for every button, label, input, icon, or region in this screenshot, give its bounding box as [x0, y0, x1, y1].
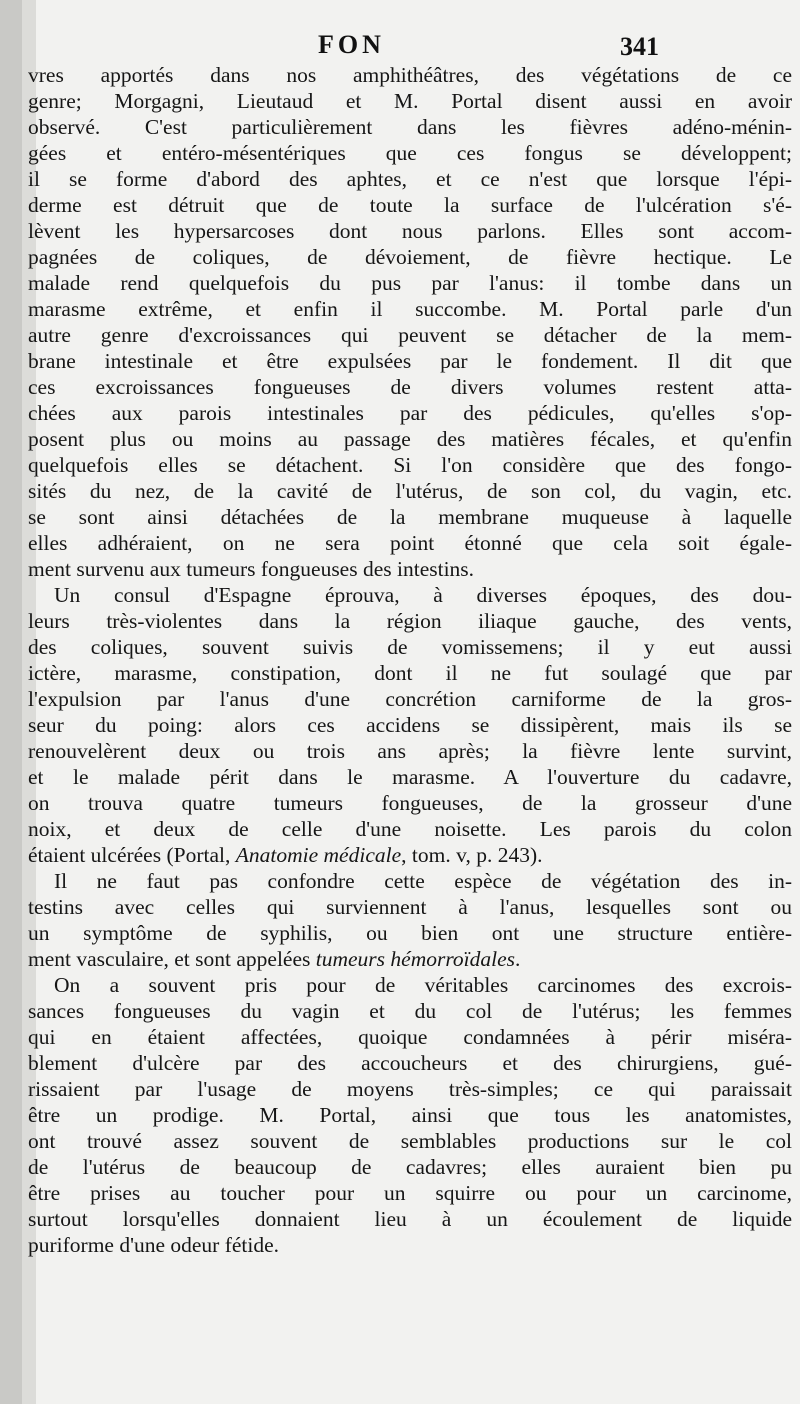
paragraph-2: [28, 582, 792, 868]
text-line: ont trouvé assez souvent de semblables productions sur le col: [28, 1129, 792, 1153]
text-line: surtout lorsqu'elles donnaient lieu à un écoulement de liquide: [28, 1207, 792, 1231]
text-line: puriforme d'une odeur fétide.: [28, 1233, 280, 1257]
text-line: se sont ainsi détachées de la membrane muqueuse à laquelle: [28, 505, 792, 529]
text-line: blement d'ulcère par des accoucheurs et des chirurgiens, gué-: [28, 1051, 792, 1075]
text-line: ment survenu aux tumeurs fongueuses des intestins.: [28, 557, 475, 581]
text-line: ictère, marasme, constipation, dont il ne fut soulagé que par: [28, 661, 792, 685]
text-line: de l'utérus de beaucoup de cadavres; elles auraient bien pu: [28, 1155, 792, 1179]
text-line: un symptôme de syphilis, ou bien ont une structure entière-: [28, 921, 792, 945]
page-header: [0, 30, 800, 64]
text-line: il se forme d'abord des aphtes, et ce n'est que lorsque l'épi-: [28, 167, 792, 191]
text-line: brane intestinale et être expulsées par le fondement. Il dit que: [28, 349, 792, 373]
text-line: testins avec celles qui surviennent à l'anus, lesquelles sont ou: [28, 895, 792, 919]
text-line: ces excroissances fongueuses de divers volumes restent atta-: [28, 375, 792, 399]
text-line: seur du poing: alors ces accidens se dissipèrent, mais ils se: [28, 713, 792, 737]
text-line: rissaient par l'usage de moyens très-simples; ce qui paraissait: [28, 1077, 792, 1101]
text-line: gées et entéro-mésentériques que ces fongus se développent;: [28, 141, 792, 165]
text-run: étaient ulcérées (Portal,: [28, 843, 236, 867]
text-line: leurs très-violentes dans la région iliaque gauche, des vents,: [28, 609, 792, 633]
text-line: lèvent les hypersarcoses dont nous parlons. Elles sont accom-: [28, 219, 792, 243]
text-line: quelquefois elles se détachent. Si l'on considère que des fongo-: [28, 453, 792, 477]
text-line: observé. C'est particulièrement dans les fièvres adéno-ménin-: [28, 115, 792, 139]
text-run: .: [515, 947, 521, 971]
text-line: et le malade périt dans le marasme. A l'ouverture du cadavre,: [28, 765, 792, 789]
text-line: qui en étaient affectées, quoique condamnées à périr miséra-: [28, 1025, 792, 1049]
body-text: [28, 62, 792, 1258]
text-line: [28, 946, 792, 972]
paragraph-1: [28, 62, 792, 582]
italic-title: tumeurs hémorroïdales: [315, 947, 516, 971]
text-line: marasme extrême, et enfin il succombe. M. Portal parle d'un: [28, 297, 792, 321]
text-line: autre genre d'excroissances qui peuvent se détacher de la mem-: [28, 323, 792, 347]
text-line: chées aux parois intestinales par des pédicules, qu'elles s'op-: [28, 401, 792, 425]
text-run: , tom. v, p. 243).: [401, 843, 543, 867]
text-line: pagnées de coliques, de dévoiement, de fièvre hectique. Le: [28, 245, 792, 269]
text-line: sances fongueuses du vagin et du col de l'utérus; les femmes: [28, 999, 792, 1023]
text-line: l'expulsion par l'anus d'une concrétion carniforme de la gros-: [28, 687, 792, 711]
paragraph-3: [28, 868, 792, 972]
italic-title: Anatomie médicale: [235, 843, 402, 867]
text-line: genre; Morgagni, Lieutaud et M. Portal disent aussi en avoir: [28, 89, 792, 113]
text-line: être prises au toucher pour un squirre ou pour un carcinome,: [28, 1181, 792, 1205]
binding-gutter: [0, 0, 22, 1404]
text-line: des coliques, souvent suivis de vomissemens; il y eut aussi: [28, 635, 792, 659]
text-line: posent plus ou moins au passage des matières fécales, et qu'enfin: [28, 427, 792, 451]
text-line: On a souvent pris pour de véritables carcinomes des excrois-: [54, 973, 792, 997]
text-line: sités du nez, de la cavité de l'utérus, de son col, du vagin, etc.: [28, 479, 792, 503]
text-line: elles adhéraient, on ne sera point étonné que cela soit égale-: [28, 531, 792, 555]
text-line: être un prodige. M. Portal, ainsi que tous les anatomistes,: [28, 1103, 792, 1127]
running-head: FON: [318, 30, 385, 59]
text-line: Un consul d'Espagne éprouva, à diverses époques, des dou-: [54, 583, 792, 607]
text-line: vres apportés dans nos amphithéâtres, des végétations de ce: [28, 63, 792, 87]
paragraph-4: [28, 972, 792, 1258]
text-line: noix, et deux de celle d'une noisette. Les parois du colon: [28, 817, 792, 841]
text-run: ment vasculaire, et sont appelées: [28, 947, 316, 971]
text-line: [28, 842, 792, 868]
text-line: on trouva quatre tumeurs fongueuses, de la grosseur d'une: [28, 791, 792, 815]
text-line: Il ne faut pas confondre cette espèce de végétation des in-: [54, 869, 792, 893]
text-line: derme est détruit que de toute la surface de l'ulcération s'é-: [28, 193, 792, 217]
page-number: 341: [620, 32, 659, 61]
text-line: malade rend quelquefois du pus par l'anus: il tombe dans un: [28, 271, 792, 295]
text-line: renouvelèrent deux ou trois ans après; la fièvre lente survint,: [28, 739, 792, 763]
